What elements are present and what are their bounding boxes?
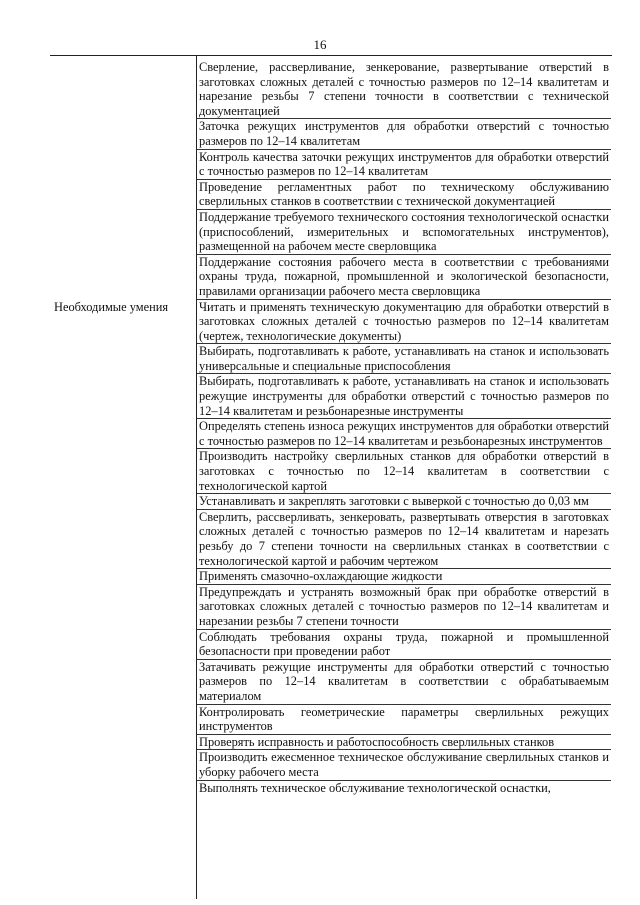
table-top-border (50, 55, 612, 56)
table-rows (197, 60, 611, 795)
table-row: Проверять исправность и работоспособность сверлильных станков (197, 735, 611, 751)
table-row: Производить настройку сверлильных станков для обработки отверстий в заготовках с точностью по 12–14 квалитетам в соответствии с технологической картой (199, 449, 609, 493)
table-row: Производить ежесменное техническое обслуживание сверлильных станков и уборку рабочего места (199, 750, 609, 779)
table-row: Предупреждать и устранять возможный брак при обработке отверстий в заготовках сложных деталей с точностью размеров по 12–14 квалитетам и нарезании резьбы 7 степени точности (199, 584, 609, 628)
table-row: Поддержание требуемого технического состояния технологической оснастки (приспособлений, измерительных и вспомогательных инструментов), размещенной на рабочем месте сверловщика (199, 209, 609, 254)
table-row: Затачивать режущие инструменты для обработки отверстий с точностью размеров по 12–14 квалитетам в соответствии с обрабатываемым материалом (199, 659, 609, 703)
table-row: Устанавливать и закреплять заготовки с выверкой с точностью до 0,03 мм (197, 494, 611, 510)
required-skills-label: Необходимые умения (54, 300, 169, 314)
table-row: Сверление, рассверливание, зенкерование, развертывание отверстий в заготовках сложных деталей с точностью размеров по 12–14 квалитетам и нарезание резьбы 7 степени точности в соответствии с технической документацией (199, 60, 609, 118)
table-row: Проведение регламентных работ по техническому обслуживанию сверлильных станков в соответствии с технической документацией (199, 179, 609, 209)
table-row: Выбирать, подготавливать к работе, устанавливать на станок и использовать универсальные и специальные приспособления (199, 344, 609, 373)
table-row: Заточка режущих инструментов для обработки отверстий с точностью размеров по 12–14 квалитетам (199, 119, 609, 148)
table-row: Читать и применять техническую документацию для обработки отверстий в заготовках сложных деталей с точностью размеров по 12–14 квалитетам (чертеж, технологические документы) (199, 299, 609, 343)
table-row: Контролировать геометрические параметры сверлильных режущих инструментов (199, 704, 609, 734)
table-row: Поддержание состояния рабочего места в соответствии с требованиями охраны труда, пожарной, промышленной и экологической безопасности, правилами организации рабочего места сверловщика (199, 254, 609, 298)
table-row: Выполнять техническое обслуживание технологической оснастки, (199, 780, 551, 795)
table-row: Контроль качества заточки режущих инструментов для обработки отверстий с точностью размеров по 12–14 квалитетам (199, 149, 609, 179)
table-row: Сверлить, рассверливать, зенкеровать, развертывать отверстия в заготовках сложных деталей с точностью размеров по 12–14 квалитетам и нарезать резьбу до 7 степени точности на сверлильных станках в соответствии с технологической картой и рабочим чертежом (199, 509, 609, 568)
table-row: Определять степень износа режущих инструментов для обработки отверстий с точностью размеров по 12–14 квалитетам и резьбонарезных инструментов (199, 419, 609, 448)
table-row: Применять смазочно-охлаждающие жидкости (197, 569, 611, 585)
table-row: Выбирать, подготавливать к работе, устанавливать на станок и использовать режущие инструменты для обработки отверстий с точностью размеров по 12–14 квалитетам и резьбонарезные инструменты (199, 374, 609, 418)
page-number: 16 (313, 37, 327, 52)
skills-table (50, 55, 612, 899)
table-row: Соблюдать требования охраны труда, пожарной и промышленной безопасности при проведении работ (199, 629, 609, 659)
